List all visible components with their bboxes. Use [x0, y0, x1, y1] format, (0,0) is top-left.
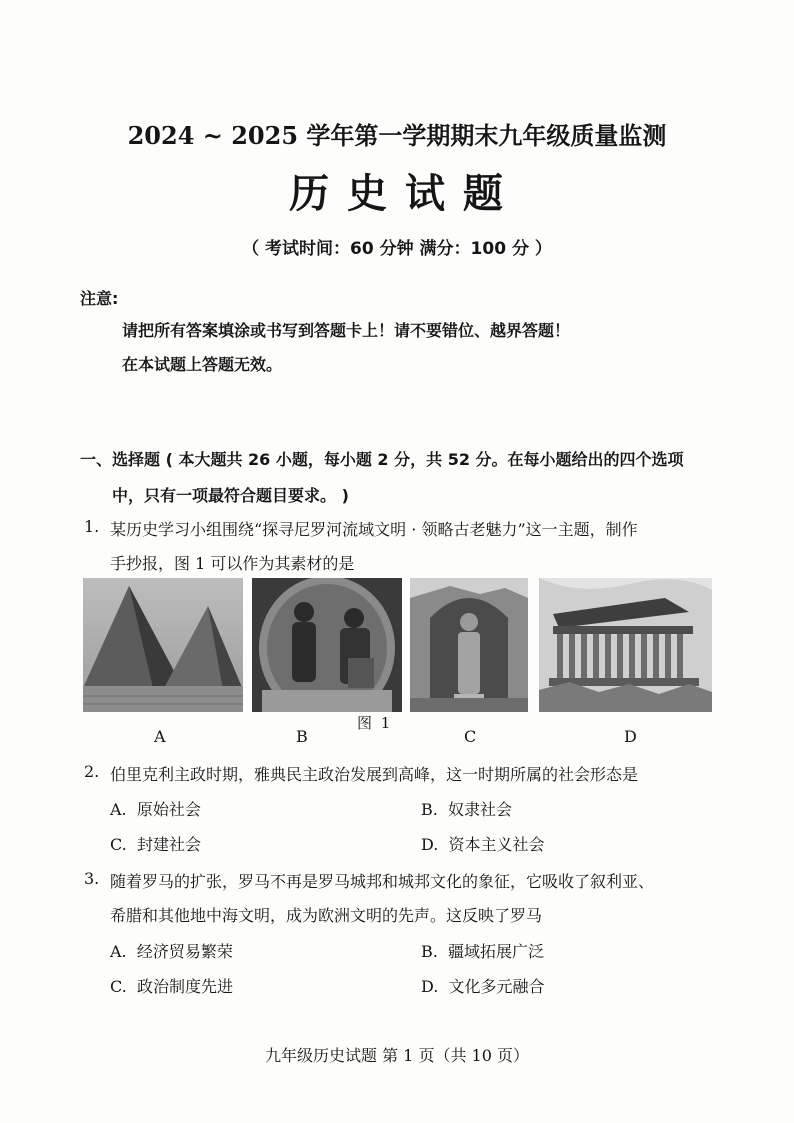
image-b-hammurabi-stele [252, 578, 402, 712]
question-3-number: 3. [84, 869, 100, 888]
image-a-pyramids [83, 578, 243, 712]
image-d-label: D [624, 727, 637, 746]
image-c-buddha-statue [410, 578, 528, 712]
section-heading-line-1: 一、选择题 ( 本大题共 26 小题，每小题 2 分，共 52 分。在每小题给出的四个选项 [80, 450, 684, 469]
question-2-option-d: D. 资本主义社会 [421, 835, 545, 854]
image-c-label: C [464, 727, 477, 746]
question-3-option-b: B. 疆域拓展广泛 [421, 942, 545, 961]
notice-label: 注意: [80, 289, 119, 308]
image-d-parthenon [539, 578, 712, 712]
notice-line-2: 在本试题上答题无效。 [122, 355, 283, 374]
image-a-label: A [154, 727, 166, 746]
question-1-text-line-2: 手抄报，图 1 可以作为其素材的是 [110, 554, 355, 573]
question-2-option-c: C. 封建社会 [110, 835, 201, 854]
question-3-option-a: A. 经济贸易繁荣 [110, 942, 233, 961]
question-1-number: 1. [84, 517, 100, 536]
question-3-text-line-2: 希腊和其他地中海文明，成为欧洲文明的先声。这反映了罗马 [110, 906, 543, 925]
question-3-option-d: D. 文化多元融合 [421, 977, 545, 996]
notice-line-1: 请把所有答案填涂或书写到答题卡上！请不要错位、越界答题！ [122, 321, 571, 340]
page-footer: 九年级历史试题 第 1 页（共 10 页） [265, 1046, 529, 1065]
question-3-option-c: C. 政治制度先进 [110, 977, 233, 996]
exam-info: （ 考试时间：60 分钟 满分：100 分 ） [242, 239, 552, 259]
question-2-option-a: A. 原始社会 [110, 800, 201, 819]
section-heading-line-2: 中，只有一项最符合题目要求。 ) [112, 486, 349, 505]
question-2-text: 伯里克利主政时期，雅典民主政治发展到高峰，这一时期所属的社会形态是 [110, 765, 639, 784]
question-3-text-line-1: 随着罗马的扩张，罗马不再是罗马城邦和城邦文化的象征，它吸收了叙利亚、 [110, 872, 655, 891]
question-2-option-b: B. 奴隶社会 [421, 800, 513, 819]
question-2-number: 2. [84, 762, 100, 781]
page-title: 历 史 试 题 [289, 170, 505, 217]
question-1-text-line-1: 某历史学习小组围绕“探寻尼罗河流域文明 · 领略古老魅力”这一主题，制作 [110, 520, 638, 539]
exam-subtitle: 2024 ~ 2025 学年第一学期期末九年级质量监测 [127, 121, 667, 150]
figure-caption: 图 1 [357, 714, 393, 732]
image-b-label: B [296, 727, 308, 746]
